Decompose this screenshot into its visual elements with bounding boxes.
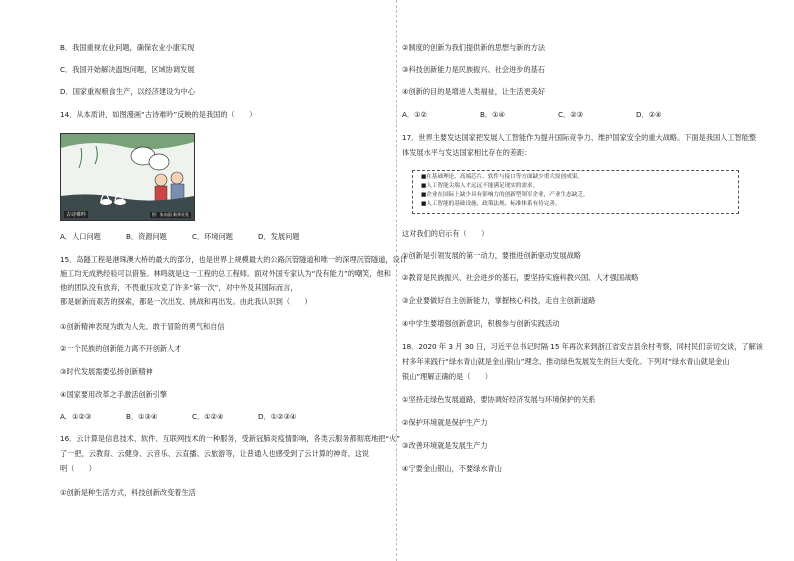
q15-statement-4: ④国家要用改革之手激活创新引擎 — [60, 390, 168, 399]
q18-stem-line-3: 银山”理解正确的是（ ） — [402, 372, 492, 381]
q17-gap-box — [412, 170, 739, 214]
q17-statement-3: ③企业要做好自主创新能力，掌握核心科技，走自主创新道路 — [402, 296, 596, 305]
q18-statement-4: ④宁要金山银山，不要绿水青山 — [402, 464, 502, 473]
q15-stem-line-2: 施工均无成熟经验可以借鉴。林鸣就是这一工程的总工程师。面对外国专家认为“没有能力”的嘲笑，他和 — [60, 269, 391, 278]
q18-statement-1: ①坚持走绿色发展道路，要协调好经济发展与环境保护的关系 — [402, 395, 596, 404]
q18-statement-3: ③改善环境就是发展生产力 — [402, 441, 488, 450]
q17-question: 这对我们的启示有（ ） — [402, 229, 489, 238]
q15-option-d: D．①②③④ — [258, 412, 297, 421]
q17-statement-1: ①创新是引领发展的第一动力，要推进创新驱动发展战略 — [402, 251, 581, 260]
q16-statement-4: ④创新的目的是增进人类福祉，让生活更美好 — [402, 87, 546, 96]
cartoon-figure — [60, 133, 195, 221]
cartoon-illustration — [61, 134, 194, 220]
q16-option-a: A．①② — [402, 110, 427, 119]
q16-stem-line-1: 16．云计算是信息技术、软件、互联网技术的一种服务，受新冠肺炎疫情影响，各类云服务都彻底地把“火” — [60, 434, 401, 443]
q17-stem-line-1: 17．世界主要发达国家把发展人工智能作为提升国际竞争力、维护国家安全的重大战略。下面是我国人工智能整 — [402, 133, 757, 142]
q15-option-a: A．①②③ — [60, 412, 92, 421]
q18-stem-line-1: 18．2020 年 3 月 30 日，习近平总书记时隔 15 年再次来到浙江省安吉县余村考察，同村民们亲切交谈，了解该 — [402, 342, 763, 351]
q13-option-d: D．国家重视粮食生产，以经济建设为中心 — [60, 87, 195, 96]
q17-box-line-2: ■人工智能尖端人才远远不能满足现实的需求。 — [421, 183, 539, 189]
q17-stem-line-2: 体发展水平与发达国家相比存在的差距： — [402, 148, 532, 157]
q16-statement-2: ②制度的创新为我们提供新的思想与新的方法 — [402, 43, 546, 52]
q15-option-c: C．①②④ — [192, 412, 224, 421]
q14-option-b: B．资源问题 — [126, 232, 167, 241]
q17-box-line-4: ■人工智能的基础设施、政策法规、标准体系有待完善。 — [421, 201, 561, 207]
q16-statement-1: ①创新是种生活方式，科技创新改变着生活 — [60, 488, 196, 497]
q16-statement-3: ③科技创新能力是民族振兴、社会进步的基石 — [402, 65, 546, 74]
q18-statement-2: ②保护环境就是保护生产力 — [402, 418, 488, 427]
q16-option-c: C．②③ — [558, 110, 584, 119]
q17-statement-2: ②教育是民族振兴、社会进步的基石，要坚持实施科教兴国、人才强国战略 — [402, 273, 639, 282]
q15-stem-line-3: 他的团队没有放弃，不畏重压攻克了许多“第一次”，对中外及其国际而言， — [60, 283, 298, 292]
q16-stem-line-2: 了一把，云教育、云健身、云音乐、云直播、云旅游等，让普通人也感受到了云计算的神奇。这说 — [60, 449, 370, 458]
q15-statement-1: ①创新精神表现为敢为人先、敢于冒险的勇气和自信 — [60, 322, 225, 331]
q13-option-b: B．我国重视农业问题，确保农业小康实现 — [60, 43, 195, 52]
q15-options — [60, 412, 324, 422]
q17-box-line-3: ■企业在国际上缺少具有影响力的创新型领军企业，产业生态缺乏。 — [421, 192, 589, 198]
figure-credit: 图：朱向国 新华社发 — [151, 212, 189, 217]
q15-stem-line-1: 15．岛隧工程是港珠澳大桥的最大的部分，也是世界上规模最大的公路沉管隧道和唯一的深埋沉管隧道，设计 — [60, 255, 407, 264]
q15-stem-line-4: 都是崭新而艰苦的探索，都是一次出发、挑战和再出发。由此我认识到（ ） — [60, 297, 312, 306]
q16-option-d: D．②④ — [636, 110, 662, 119]
q15-option-b: B．①③④ — [126, 412, 158, 421]
q14-option-c: C．环境问题 — [192, 232, 233, 241]
column-divider — [396, 0, 397, 561]
q14-stem: 14．从本质讲，如图漫画“古诗难吟”反映的是我国的（ ） — [60, 110, 257, 119]
q16-options — [402, 110, 714, 120]
q15-statement-3: ③时代发展需要弘扬创新精神 — [60, 367, 153, 376]
q15-statement-2: ②一个民族的创新能力离不开创新人才 — [60, 344, 182, 353]
q13-option-c: C．我国开始解决温饱问题，区域协调发展 — [60, 65, 195, 74]
q16-stem-line-3: 明（ ） — [60, 464, 96, 473]
q14-option-a: A．人口问题 — [60, 232, 101, 241]
q18-stem-line-2: 村多年来践行“绿水青山就是金山银山”理念、推动绿色发展发生的巨大变化。下列对“绿水青山就是金山 — [402, 357, 730, 366]
figure-label: 古诗难吟 — [66, 212, 87, 218]
q14-options — [60, 232, 324, 242]
q14-option-d: D．发展问题 — [258, 232, 300, 241]
q17-box-line-1: ■在基础理论、高端芯片、软件与接口等方面缺少重大原创成果。 — [421, 174, 583, 180]
q17-statement-4: ④中学生要增强创新意识，积极参与创新实践活动 — [402, 319, 560, 328]
q16-option-b: B．①④ — [480, 110, 506, 119]
